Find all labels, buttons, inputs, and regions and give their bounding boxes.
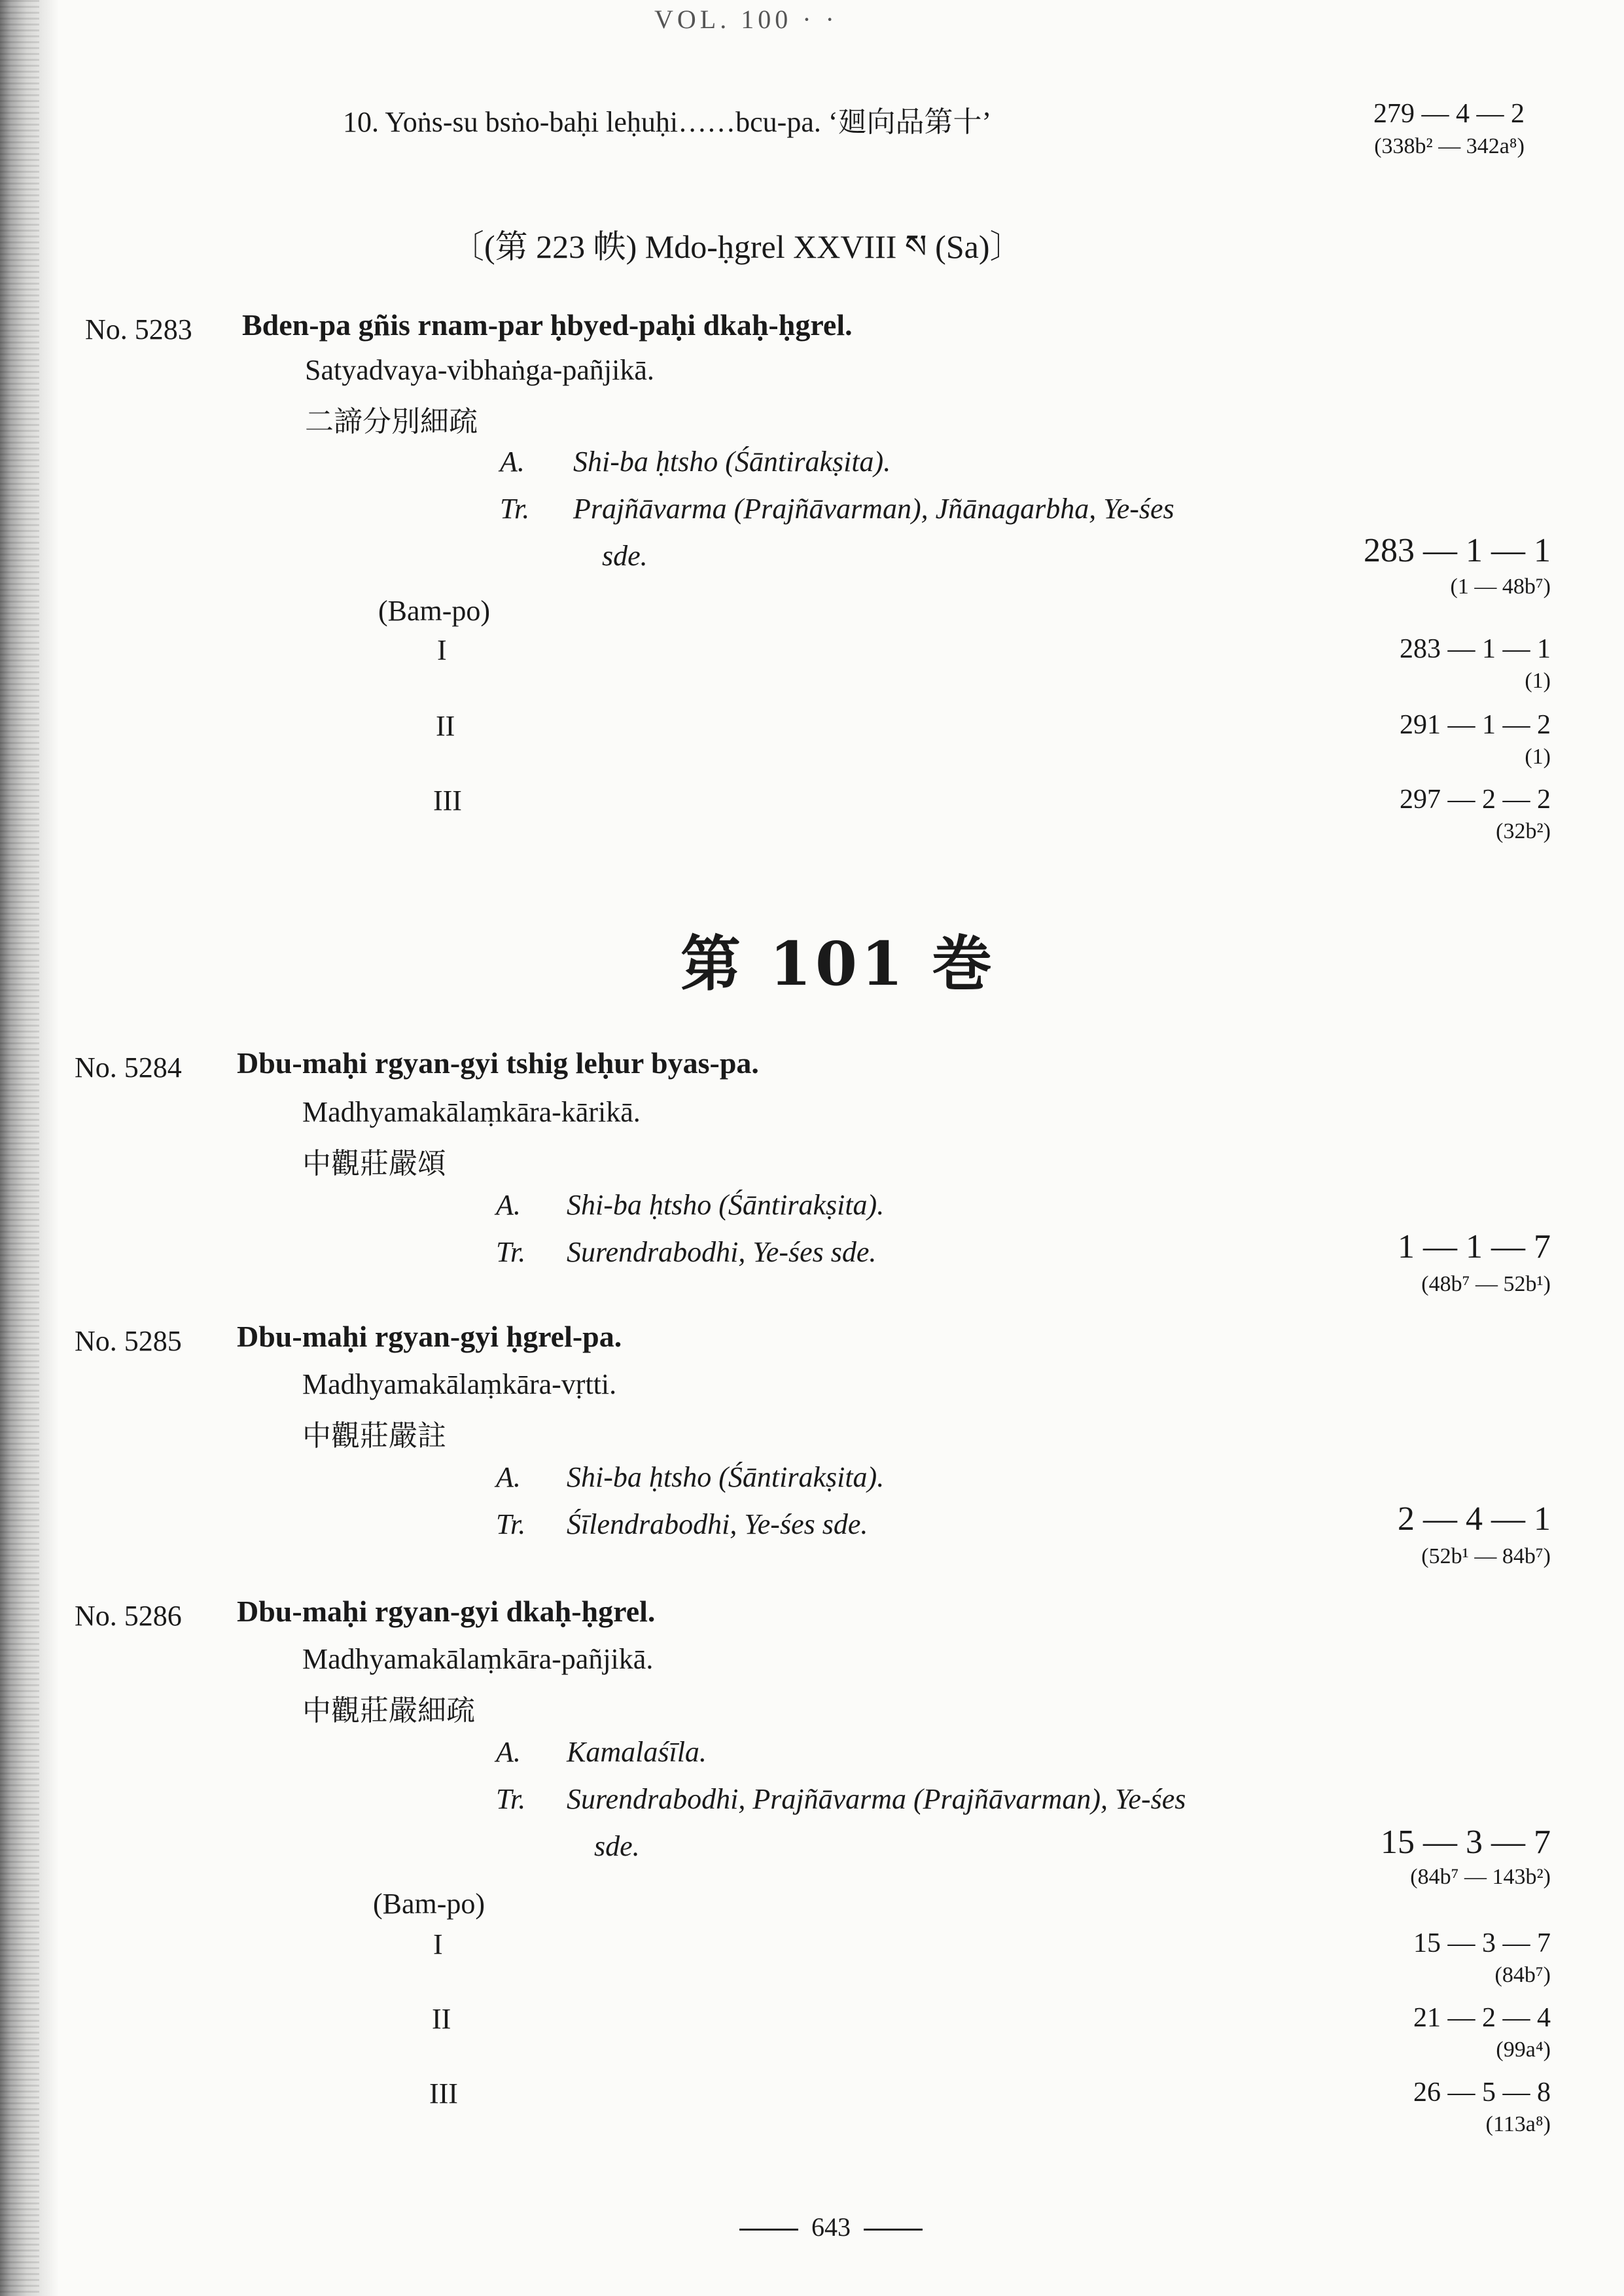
bampo-num: II (436, 710, 455, 742)
entry-tibetan-title: Dbu-maḥi rgyan-gyi ḥgrel-pa. (237, 1320, 622, 1353)
prev-section-line: 10. Yoṅs-su bsṅo-baḥi leḥuḥi……bcu-pa. ‘廻向品第十’ (343, 106, 992, 138)
entry-ref-sub: (52b¹ — 84b⁷) (1421, 1544, 1551, 1568)
author-label: A. (500, 446, 525, 478)
author-name: Shi-ba ḥtsho (Śāntirakṣita). (573, 446, 891, 478)
footer-rule-left (739, 2229, 798, 2231)
translator-names: Prajñāvarma (Prajñāvarman), Jñānagarbha, Ye-śes (573, 493, 1174, 525)
translator-names-cont: sde. (594, 1830, 640, 1862)
translator-label: Tr. (500, 493, 530, 525)
prev-section-ref-sub: (338b² — 342a⁸) (1374, 134, 1525, 158)
entry-number: No. 5284 (75, 1051, 182, 1084)
entry-number: No. 5285 (75, 1325, 182, 1357)
entry-chinese-title: 中觀莊嚴註 (302, 1419, 446, 1453)
translator-names: Śīlendrabodhi, Ye-śes sde. (567, 1508, 868, 1540)
translator-names-cont: sde. (602, 540, 648, 572)
author-name: Shi-ba ḥtsho (Śāntirakṣita). (567, 1461, 885, 1493)
entry-sanskrit-title: Madhyamakālaṃkāra-kārikā. (302, 1096, 641, 1128)
entry-ref: 15 — 3 — 7 (1381, 1824, 1551, 1861)
entry-number: No. 5283 (85, 313, 192, 345)
page-top-header: VOL. 100 · · (654, 5, 838, 34)
author-label: A. (496, 1461, 521, 1493)
bampo-num: III (433, 785, 462, 817)
bampo-ref: 291 — 1 — 2 (1400, 710, 1551, 740)
entry-tibetan-title: Dbu-maḥi rgyan-gyi tshig leḥur byas-pa. (237, 1046, 759, 1080)
bampo-num: III (429, 2077, 458, 2110)
entry-ref-sub: (1 — 48b⁷) (1450, 574, 1551, 599)
entry-chinese-title: 中觀莊嚴細疏 (302, 1694, 475, 1727)
entry-sanskrit-title: Madhyamakālaṃkāra-vṛtti. (302, 1368, 617, 1400)
author-name: Shi-ba ḥtsho (Śāntirakṣita). (567, 1189, 885, 1221)
entry-ref-sub: (84b⁷ — 143b²) (1410, 1865, 1551, 1889)
bampo-label: (Bam-po) (378, 595, 491, 627)
bampo-ref: 283 — 1 — 1 (1400, 634, 1551, 664)
bampo-ref: 26 — 5 — 8 (1413, 2077, 1551, 2108)
entry-chinese-title: 中觀莊嚴頌 (302, 1147, 446, 1180)
bampo-num: II (432, 2003, 451, 2035)
translator-label: Tr. (496, 1783, 526, 1815)
entry-ref: 1 — 1 — 7 (1398, 1228, 1551, 1265)
entry-number: No. 5286 (75, 1600, 182, 1632)
page-footer (726, 2212, 936, 2242)
bampo-ref-sub: (84b⁷) (1494, 1963, 1551, 1987)
bampo-ref-sub: (32b²) (1496, 819, 1551, 843)
entry-chinese-title: 二諦分別細疏 (305, 405, 478, 438)
translator-names: Surendrabodhi, Ye-śes sde. (567, 1236, 877, 1268)
footer-rule-right (864, 2229, 923, 2231)
entry-ref-sub: (48b⁷ — 52b¹) (1421, 1272, 1551, 1296)
bampo-num: I (437, 634, 447, 666)
prev-section-ref: 279 — 4 — 2 (1373, 99, 1525, 129)
bampo-label: (Bam-po) (373, 1888, 485, 1920)
entry-sanskrit-title: Satyadvaya-vibhaṅga-pañjikā. (305, 354, 654, 386)
entry-tibetan-title: Bden-pa gñis rnam-par ḥbyed-paḥi dkaḥ-ḥgrel. (242, 308, 853, 342)
volume-heading: 第 101 巻 (680, 928, 997, 999)
translator-label: Tr. (496, 1508, 526, 1540)
entry-sanskrit-title: Madhyamakālaṃkāra-pañjikā. (302, 1643, 654, 1675)
translator-names: Surendrabodhi, Prajñāvarma (Prajñāvarman), Ye-śes (567, 1783, 1186, 1815)
bampo-ref: 297 — 2 — 2 (1400, 785, 1551, 815)
entry-ref: 2 — 4 — 1 (1398, 1500, 1551, 1538)
bampo-ref-sub: (99a⁴) (1496, 2038, 1551, 2062)
bampo-num: I (433, 1928, 443, 1960)
bampo-ref-sub: (113a⁸) (1485, 2112, 1551, 2136)
scan-shadow-edge (0, 0, 59, 2296)
bampo-ref: 21 — 2 — 4 (1413, 2003, 1551, 2033)
entry-ref: 283 — 1 — 1 (1364, 532, 1551, 569)
author-name: Kamalaśīla. (567, 1736, 707, 1768)
author-label: A. (496, 1736, 521, 1768)
translator-label: Tr. (496, 1236, 526, 1268)
bampo-ref-sub: (1) (1525, 745, 1551, 769)
author-label: A. (496, 1189, 521, 1221)
bampo-ref: 15 — 3 — 7 (1413, 1928, 1551, 1958)
bampo-ref-sub: (1) (1525, 669, 1551, 693)
section-heading: 〔(第 223 帙) Mdo-ḥgrel XXVIII ས (Sa)〕 (451, 228, 1023, 265)
entry-tibetan-title: Dbu-maḥi rgyan-gyi dkaḥ-ḥgrel. (237, 1595, 656, 1628)
page-number: 643 (811, 2212, 851, 2242)
